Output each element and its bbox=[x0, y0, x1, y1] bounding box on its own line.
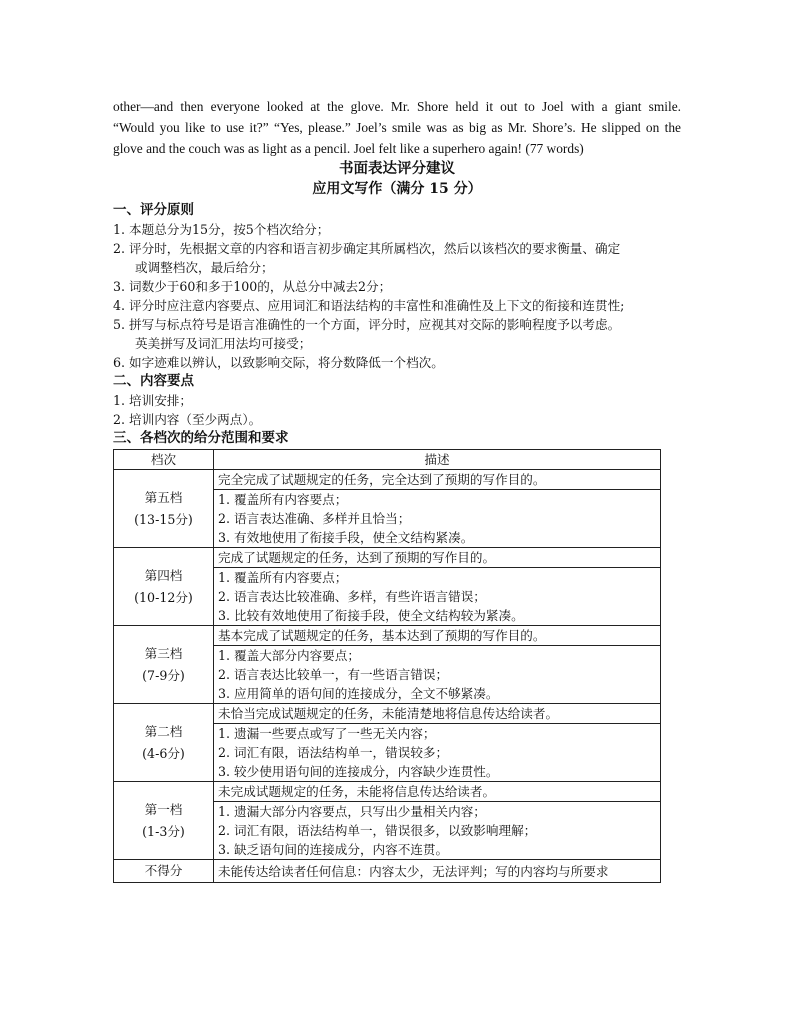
grade-score-range: (10-12分) bbox=[134, 589, 193, 605]
grade-summary: 未完成试题规定的任务，未能将信息传达给读者。 bbox=[214, 782, 661, 802]
grade-point: 2. 词汇有限，语法结构单一，错误较多； bbox=[218, 745, 449, 760]
grade-point: 1. 覆盖所有内容要点； bbox=[218, 570, 348, 585]
grade-point: 1. 遗漏大部分内容要点，只写出少量相关内容； bbox=[218, 804, 486, 819]
grade-points-cell bbox=[214, 802, 661, 860]
grade-point: 3. 应用简单的语句间的连接成分，全文不够紧凑。 bbox=[218, 686, 499, 701]
grade-cell bbox=[114, 782, 214, 860]
grade-point: 2. 语言表达准确、多样并且恰当； bbox=[218, 511, 411, 526]
principle-item: 3. 词数少于60和多于100的，从总分中减去2分； bbox=[113, 279, 392, 294]
principle-item: 2. 评分时，先根据文章的内容和语言初步确定其所属档次，然后以该档次的要求衡量、确定 bbox=[113, 241, 621, 256]
principle-item-continuation: 或调整档次，最后给分； bbox=[135, 260, 274, 275]
grade-point: 3. 比较有效地使用了衔接手段，使全文结构较为紧凑。 bbox=[218, 608, 524, 623]
grade-points-cell bbox=[214, 724, 661, 782]
grade-cell: 不得分 bbox=[114, 860, 214, 883]
intro-line: “Would you like to use it?” “Yes, please.” Joel’s smile was as big as Mr. Shore’s. He slipped on the bbox=[113, 120, 681, 135]
principle-item: 5. 拼写与标点符号是语言准确性的一个方面，评分时，应视其对交际的影响程度予以考虑。 bbox=[113, 317, 621, 332]
section-heading-grades: 三、各档次的给分范围和要求 bbox=[113, 430, 289, 446]
grade-point: 1. 遗漏一些要点或写了一些无关内容； bbox=[218, 726, 436, 741]
grade-points-cell bbox=[214, 490, 661, 548]
principle-item: 6. 如字迹难以辨认，以致影响交际，将分数降低一个档次。 bbox=[113, 355, 444, 370]
table-header-row bbox=[114, 450, 661, 470]
doc-subtitle: 应用文写作（满分 15 分） bbox=[312, 181, 482, 197]
table-row-zero bbox=[114, 860, 661, 883]
description-cell: 未能传达给读者任何信息：内容太少，无法评判；写的内容均与所要求 bbox=[214, 860, 661, 883]
grade-summary: 完成了试题规定的任务，达到了预期的写作目的。 bbox=[214, 548, 661, 568]
grade-name: 第三档 bbox=[144, 645, 183, 661]
grade-summary: 完全完成了试题规定的任务，完全达到了预期的写作目的。 bbox=[214, 470, 661, 490]
intro-paragraph bbox=[113, 96, 681, 159]
grade-point: 1. 覆盖所有内容要点； bbox=[218, 492, 348, 507]
principle-item-continuation: 英美拼写及词汇用法均可接受； bbox=[135, 336, 312, 351]
column-header-grade: 档次 bbox=[114, 450, 214, 470]
document-page bbox=[113, 96, 681, 883]
table-row bbox=[114, 782, 661, 802]
grade-cell bbox=[114, 548, 214, 626]
grade-score-range: (4-6分) bbox=[142, 745, 185, 761]
content-point: 2. 培训内容（至少两点）。 bbox=[113, 412, 262, 427]
intro-line: glove and the couch was as light as a pencil. Joel felt like a superhero again! (77 words) bbox=[113, 141, 584, 156]
principle-item: 4. 评分时应注意内容要点、应用词汇和语法结构的丰富性和准确性及上下文的衔接和连贯性; bbox=[113, 298, 625, 313]
table-row bbox=[114, 626, 661, 646]
grade-cell bbox=[114, 470, 214, 548]
grade-point: 2. 语言表达比较单一，有一些语言错误； bbox=[218, 667, 449, 682]
grade-name: 第五档 bbox=[144, 489, 183, 505]
grade-name: 第一档 bbox=[144, 801, 183, 817]
principle-item: 1. 本题总分为15分，按5个档次给分； bbox=[113, 222, 330, 237]
grade-point: 2. 词汇有限，语法结构单一，错误很多，以致影响理解； bbox=[218, 823, 537, 838]
grade-cell bbox=[114, 704, 214, 782]
grade-point: 3. 较少使用语句间的连接成分，内容缺少连贯性。 bbox=[218, 764, 499, 779]
section-heading-content: 二、内容要点 bbox=[113, 373, 194, 389]
column-header-description: 描述 bbox=[214, 450, 661, 470]
section-heading-principles: 一、评分原则 bbox=[113, 202, 194, 218]
grade-summary: 未恰当完成试题规定的任务，未能清楚地将信息传达给读者。 bbox=[214, 704, 661, 724]
grade-name: 第四档 bbox=[144, 567, 183, 583]
grade-point: 2. 语言表达比较准确、多样，有些许语言错误； bbox=[218, 589, 486, 604]
grade-point: 3. 有效地使用了衔接手段，使全文结构紧凑。 bbox=[218, 530, 474, 545]
grading-table bbox=[113, 449, 661, 883]
grade-name: 第二档 bbox=[144, 723, 183, 739]
grade-score-range: (13-15分) bbox=[134, 511, 193, 527]
table-row bbox=[114, 704, 661, 724]
grade-point: 3. 缺乏语句间的连接成分，内容不连贯。 bbox=[218, 842, 449, 857]
intro-line: other—and then everyone looked at the glove. Mr. Shore held it out to Joel with a giant smile. bbox=[113, 99, 681, 114]
grade-score-range: (7-9分) bbox=[142, 667, 185, 683]
doc-title: 书面表达评分建议 bbox=[339, 160, 455, 177]
grade-score-range: (1-3分) bbox=[142, 823, 185, 839]
grade-point: 1. 覆盖大部分内容要点； bbox=[218, 648, 360, 663]
table-row bbox=[114, 548, 661, 568]
grade-cell bbox=[114, 626, 214, 704]
content-point: 1. 培训安排； bbox=[113, 393, 192, 408]
grade-points-cell bbox=[214, 568, 661, 626]
table-row bbox=[114, 470, 661, 490]
grade-summary: 基本完成了试题规定的任务，基本达到了预期的写作目的。 bbox=[214, 626, 661, 646]
grade-points-cell bbox=[214, 646, 661, 704]
